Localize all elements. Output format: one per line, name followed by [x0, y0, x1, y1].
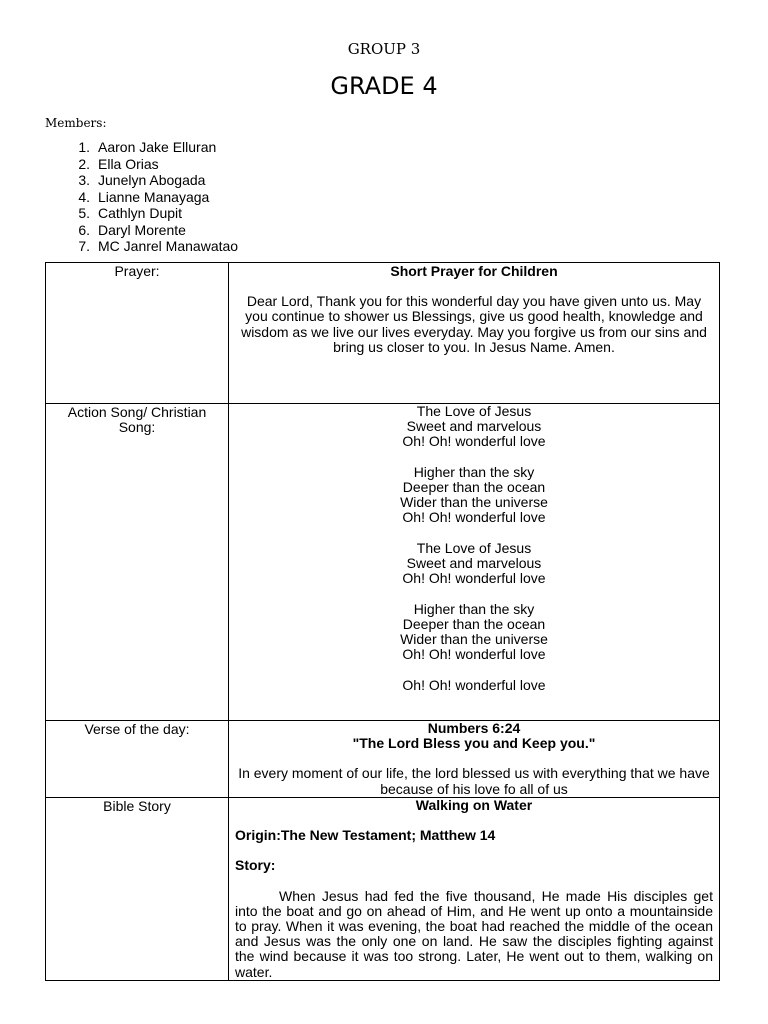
list-number: 7.	[78, 238, 90, 254]
stanza-gap	[235, 586, 713, 601]
list-number: 6.	[78, 221, 90, 238]
prayer-text: Dear Lord, Thank you for this wonderful day you have given unto us. May you continue to shower us Blessings, give us good health, knowledge and wisdom as we live our lives everyday. May you forgive us from our sins and bring us closer to you. In Jesus Name. Amen.	[241, 293, 707, 355]
prayer-row	[46, 263, 720, 404]
verse-row	[46, 721, 720, 798]
story-cell	[229, 798, 720, 981]
list-number: 2.	[78, 155, 90, 172]
song-line: Sweet and marvelous	[406, 555, 542, 571]
verse-reference: Numbers 6:24	[427, 720, 521, 736]
list-item	[60, 205, 238, 222]
story-origin: Origin:The New Testament; Matthew 14	[235, 827, 496, 844]
verse-text: In every moment of our life, the lord blessed us with everything that we have because of his love fo all of us	[238, 765, 710, 797]
song-line: Deeper than the ocean	[402, 479, 546, 495]
member-name: Aaron Jake Elluran	[98, 139, 217, 155]
stanza-gap	[235, 526, 713, 541]
prayer-label: Prayer:	[46, 263, 229, 404]
song-line: The Love of Jesus	[416, 539, 532, 556]
member-name: MC Janrel Manawatao	[98, 238, 239, 254]
song-cell	[229, 404, 720, 721]
song-line: Oh! Oh! wonderful love	[402, 433, 546, 450]
story-heading: Story:	[235, 857, 276, 874]
song-line: Sweet and marvelous	[406, 418, 542, 435]
member-name: Cathlyn Dupit	[98, 205, 183, 221]
stanza-gap	[235, 450, 713, 465]
song-line: Oh! Oh! wonderful love	[402, 509, 546, 526]
story-title: Walking on Water	[415, 797, 533, 813]
song-line: Higher than the sky	[413, 463, 535, 480]
song-line: Wider than the universe	[400, 494, 548, 511]
song-label: Action Song/ Christian Song:	[46, 404, 229, 721]
list-item	[60, 156, 238, 173]
prayer-title: Short Prayer for Children	[390, 263, 558, 279]
song-line: Higher than the sky	[413, 600, 535, 617]
list-item	[60, 222, 238, 239]
member-name: Lianne Manayaga	[98, 188, 210, 205]
story-text: When Jesus had fed the five thousand, He made His disciples get into the boat and go on ahead of Him, and He went up onto a mountainside to pray. When it was evening, the boat had reached the middle of the ocean and Jesus was the only one on land. He saw the disciples fighting against the wind because it was too strong. Later, He went out to them, walking on water.	[235, 887, 713, 980]
song-line: The Love of Jesus	[416, 403, 532, 419]
verse-label: Verse of the day:	[46, 721, 229, 798]
list-number: 1.	[78, 139, 90, 155]
list-item	[60, 139, 238, 156]
song-line: Oh! Oh! wonderful love	[402, 676, 546, 693]
song-line: Deeper than the ocean	[402, 615, 546, 632]
story-label: Bible Story	[46, 798, 229, 981]
prayer-cell	[229, 263, 720, 404]
song-lyrics	[235, 404, 713, 693]
members-label: Members:	[45, 116, 107, 130]
story-row	[46, 798, 720, 981]
list-item	[60, 172, 238, 189]
verse-cell	[229, 721, 720, 798]
grade-heading: GRADE 4	[330, 72, 438, 100]
song-line: Wider than the universe	[400, 631, 548, 647]
list-item	[60, 189, 238, 206]
member-name: Junelyn Abogada	[98, 172, 206, 188]
member-name: Daryl Morente	[98, 221, 186, 238]
list-number: 5.	[78, 205, 90, 221]
verse-quote: "The Lord Bless you and Keep you."	[352, 735, 596, 752]
member-name: Ella Orias	[98, 155, 159, 172]
lesson-table	[45, 262, 720, 981]
list-number: 3.	[78, 172, 90, 188]
members-list	[60, 139, 238, 255]
group-heading: GROUP 3	[347, 40, 421, 58]
list-item	[60, 238, 238, 255]
song-row	[46, 404, 720, 721]
stanza-gap	[235, 662, 713, 677]
song-line: Oh! Oh! wonderful love	[402, 646, 546, 663]
list-number: 4.	[78, 188, 90, 205]
song-line: Oh! Oh! wonderful love	[402, 570, 546, 587]
